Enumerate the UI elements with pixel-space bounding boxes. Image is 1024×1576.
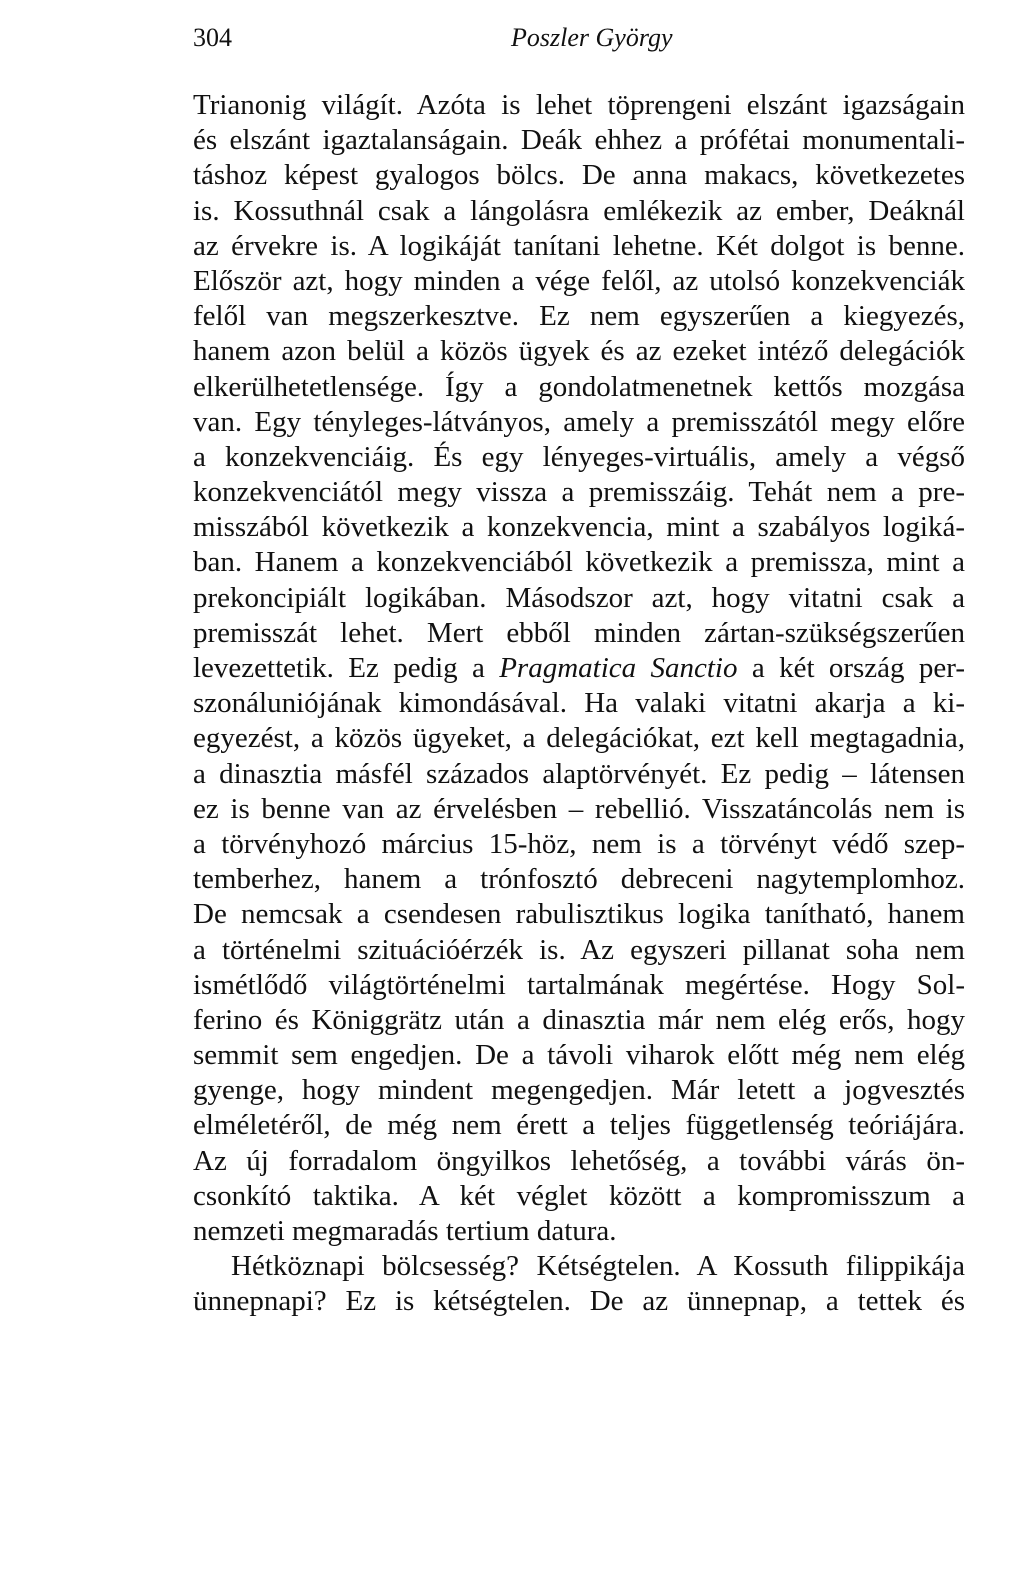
text-line: az érvekre is. A logikáját tanítani lehetne. Két dolgot is benne. (193, 229, 965, 262)
text-line: egyezést, a közös ügyeket, a delegációkat, ezt kell megtagadnia, (193, 722, 965, 755)
text-line: konzekvenciától megy vissza a premisszáig. Tehát nem a pre- (193, 476, 965, 509)
text-line: ban. Hanem a konzekvenciából következik a premissza, mint a (193, 546, 965, 579)
paragraph (193, 1249, 965, 1319)
running-head (193, 18, 965, 58)
text-line: ez is benne van az érvelésben – rebellió. Visszatáncolás nem is (193, 792, 965, 825)
text-line: prekoncipiált logikában. Másodszor azt, hogy vitatni csak a (193, 581, 965, 614)
text-line: Hétköznapi bölcsesség? Kétségtelen. A Kossuth filippikája (231, 1250, 965, 1283)
paragraph (193, 88, 965, 1249)
running-title-author: Poszler György (511, 23, 673, 52)
text-line: Trianonig világít. Azóta is lehet töprengeni elszánt igazságain (193, 89, 965, 121)
text-line: és elszánt igaztalanságain. Deák ehhez a prófétai monumentali- (193, 124, 965, 157)
text-line: Először azt, hogy minden a vége felől, az utolsó konzekvenciák (193, 264, 965, 297)
text-line: a dinasztia másfél százados alaptörvényét. Ez pedig – látensen (193, 757, 965, 790)
text-line: felől van megszerkesztve. Ez nem egyszerűen a kiegyezés, (193, 300, 965, 333)
text-line: a törvényhozó március 15-höz, nem is a törvényt védő szep- (193, 827, 965, 860)
text-line: hanem azon belül a közös ügyek és az ezeket intéző delegációk (193, 335, 965, 368)
text-line: ünnepnapi? Ez is kétségtelen. De az ünnepnap, a tettek és (193, 1285, 965, 1318)
text-line: szonáluniójának kimondásával. Ha valaki vitatni akarja a ki- (193, 687, 965, 720)
text-line: a konzekvenciáig. És egy lényeges-virtuális, amely a végső (193, 440, 965, 473)
text-line: Az új forradalom öngyilkos lehetőség, a további várás ön- (193, 1144, 965, 1177)
text-line: De nemcsak a csendesen rabulisztikus logika tanítható, hanem (193, 898, 965, 931)
text-line: elméletéről, de még nem érett a teljes függetlenség teóriájára. (193, 1109, 965, 1142)
text-line: gyenge, hogy mindent megengedjen. Már letett a jogvesztés (193, 1074, 965, 1107)
text-line: ismétlődő világtörténelmi tartalmának megértése. Hogy Sol- (193, 968, 965, 1001)
text-line: misszából következik a konzekvencia, mint a szabályos logiká- (193, 511, 965, 544)
text-line: semmit sem engedjen. De a távoli viharok előtt még nem elég (193, 1039, 965, 1072)
text-line: levezettetik. Ez pedig a Pragmatica Sanctio a két ország per- (193, 652, 966, 684)
text-line: is. Kossuthnál csak a lángolásra emlékezik az ember, Deáknál (193, 194, 965, 227)
text-line: a történelmi szituációérzék is. Az egyszeri pillanat soha nem (193, 933, 965, 966)
italic-title: Pragmatica Sanctio (499, 652, 738, 684)
text-line: premisszát lehet. Mert ebből minden zártan-szükségszerűen (193, 616, 965, 649)
text-line: táshoz képest gyalogos bölcs. De anna makacs, következetes (193, 159, 965, 192)
body-text (193, 88, 965, 1320)
text-line: ferino és Königgrätz után a dinasztia már nem elég erős, hogy (193, 1003, 965, 1036)
text-line: temberhez, hanem a trónfosztó debreceni nagytemplomhoz. (193, 863, 965, 896)
text-line: csonkító taktika. A két véglet között a kompromisszum a (193, 1179, 965, 1212)
text-line: van. Egy tényleges-látványos, amely a premisszától megy előre (193, 405, 965, 438)
text-line: elkerülhetetlensége. Így a gondolatmenetnek kettős mozgása (193, 370, 965, 403)
page-number: 304 (193, 23, 232, 52)
text-line: nemzeti megmaradás tertium datura. (193, 1215, 617, 1247)
